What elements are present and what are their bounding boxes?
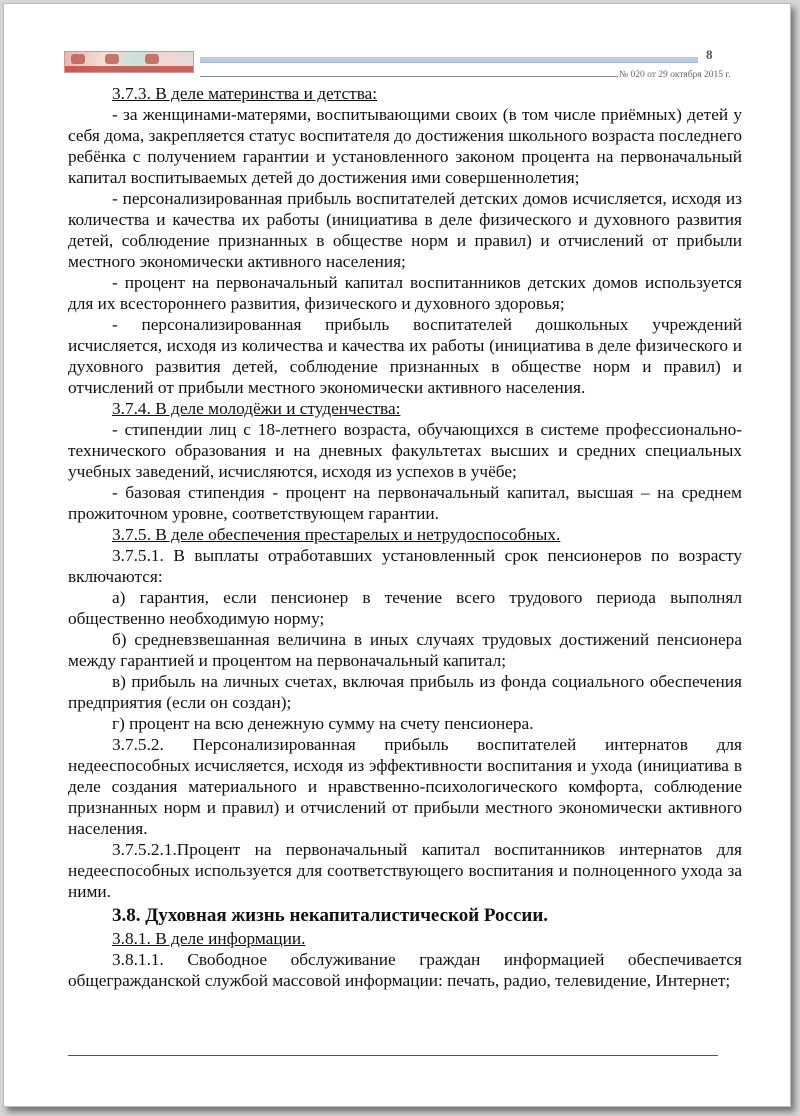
paragraph: б) средневзвешанная величина в иных случаях трудовых достижений пенсионера между гарантией и процентом на первоначальный капитал;: [68, 630, 742, 670]
paragraph: - базовая стипендия - процент на первоначальный капитал, высшая – на среднем прожиточном уровне, соответствующем гарантии.: [68, 483, 742, 523]
paragraph: 3.7.5.1. В выплаты отработавших установленный срок пенсионеров по возрасту включаются:: [68, 546, 742, 586]
issue-rule: [200, 76, 618, 77]
paragraph: 3.8.1.1. Свободное обслуживание граждан информацией обеспечивается общегражданской службой массовой информации: печать, радио, телевидение, Интернет;: [68, 950, 742, 990]
subsection-heading: 3.7.5. В деле обеспечения престарелых и нетрудоспособных.: [112, 525, 561, 544]
logo-decoration: [105, 54, 119, 64]
subsection-heading: 3.7.3. В деле материнства и детства:: [112, 84, 378, 103]
paragraph: - персонализированная прибыль воспитателей детских домов исчисляется, исходя из количества и качества их работы (инициатива в деле физического и духовного развития детей, соблюдение признанных в обществе норм и правил) и отчислений от прибыли местного экономически активного населения;: [68, 189, 742, 271]
document-page: [3, 3, 791, 1107]
logo-decoration: [71, 54, 85, 64]
issue-info: № 020 от 29 октября 2015 г.: [619, 70, 731, 80]
paragraph: 3.7.5.2.1.Процент на первоначальный капитал воспитанников интернатов для недееспособных используется для соответствующего воспитания и полноценного ухода за ними.: [68, 840, 742, 901]
paragraph: г) процент на всю денежную сумму на счету пенсионера.: [112, 714, 534, 733]
page-number: 8: [706, 47, 713, 62]
newspaper-logo: [64, 51, 194, 73]
body-text: [68, 83, 742, 991]
paragraph: 3.7.5.2. Персонализированная прибыль воспитателей интернатов для недееспособных исчисляется, исходя из эффективности воспитания и ухода (инициатива в деле создания материального и нравственно-психологического комфорта, соблюдение признанных норм и правил) и отчислений от прибыли местного экономически активного населения.: [68, 735, 742, 838]
subsection-heading: 3.7.4. В деле молодёжи и студенчества:: [112, 399, 401, 418]
paragraph: - процент на первоначальный капитал воспитанников детских домов используется для их всестороннего развития, физического и духовного здоровья;: [68, 273, 742, 313]
footer-rule: [68, 1055, 718, 1056]
paragraph: в) прибыль на личных счетах, включая прибыль из фонда социального обеспечения предприятия (если он создан);: [68, 672, 742, 712]
paragraph: - за женщинами-матерями, воспитывающими своих (в том числе приёмных) детей у себя дома, закрепляется статус воспитателя до достижения школьного возраста последнего ребёнка с получением гарантии и установленного законом процента на первоначальный капитал воспитываемых детей до достижения ими совершеннолетия;: [68, 105, 742, 187]
header-rule: [200, 57, 698, 63]
paragraph: - стипендии лиц с 18-летнего возраста, обучающихся в системе профессионально-технического образования и на дневных факультетах высших и средних специальных учебных заведений, исчисляются, исходя из успехов в учёбе;: [68, 420, 742, 481]
logo-strip: [65, 66, 193, 72]
section-heading: 3.8. Духовная жизнь некапиталистической России.: [112, 905, 549, 926]
subsection-heading: 3.8.1. В деле информации.: [112, 929, 306, 948]
paragraph: - персонализированная прибыль воспитателей дошкольных учреждений исчисляется, исходя из количества и качества их работы (инициатива в деле физического и духовного развития детей, соблюдение признанных в обществе норм и правил) и отчислений от прибыли местного экономически активного населения.: [68, 315, 742, 397]
logo-decoration: [145, 54, 159, 64]
paragraph: а) гарантия, если пенсионер в течение всего трудового периода выполнял общественно необходимую норму;: [68, 588, 742, 628]
